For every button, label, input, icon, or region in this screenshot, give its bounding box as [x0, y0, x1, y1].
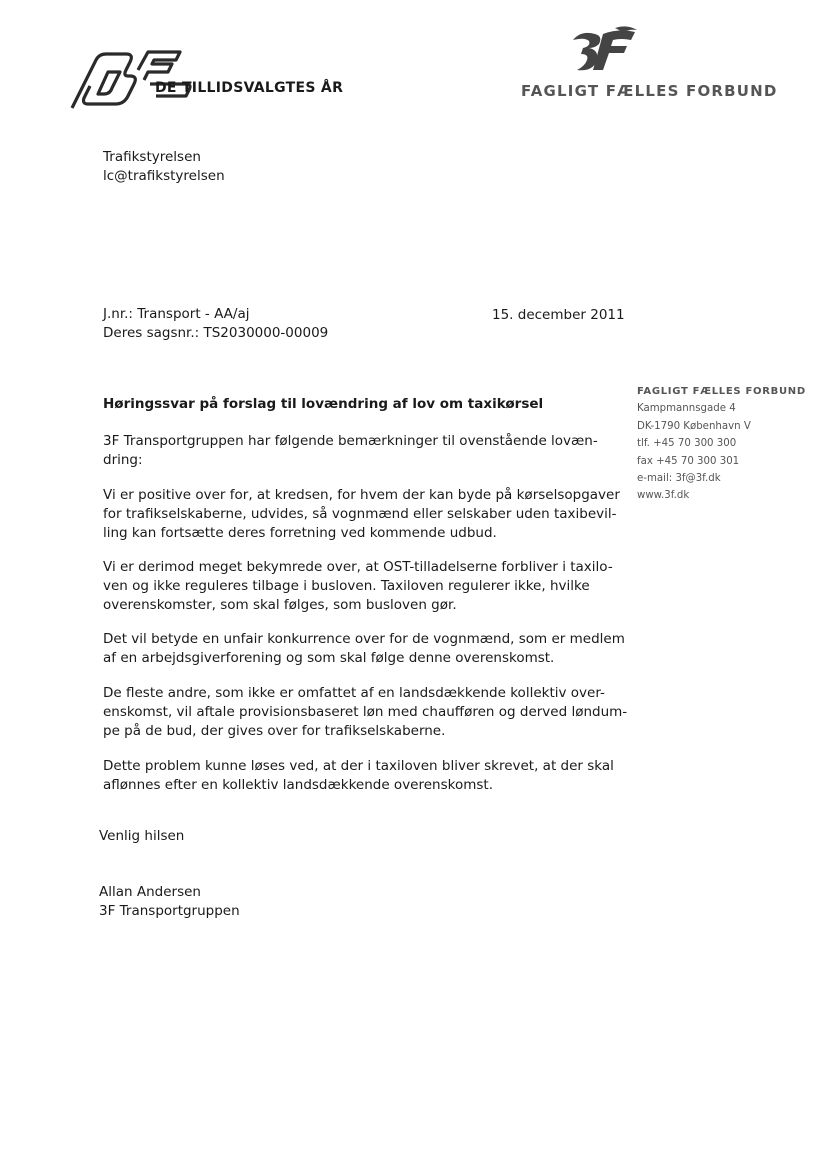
paragraph-line: af en arbejdsgiverforening og som skal følge denne overenskomst. [103, 650, 555, 666]
tillidsvalgtes-logo [68, 44, 344, 114]
3f-outline-logo-icon [68, 44, 193, 114]
right-logo-caption: FAGLIGT FÆLLES FORBUND [521, 82, 778, 100]
sender-email: e-mail: 3f@3f.dk [637, 473, 721, 485]
paragraph-line: overenskomster, som skal følges, som busloven gør. [103, 597, 457, 613]
3f-bird-logo-icon [569, 26, 639, 76]
paragraph-line: aflønnes efter en kollektiv landsdækkende overenskomst. [103, 777, 493, 793]
paragraph-4 [103, 630, 623, 668]
paragraph-line: Vi er derimod meget bekymrede over, at OST-tilladelserne forbliver i taxilo- [103, 559, 613, 575]
signer-group: 3F Transportgruppen [99, 903, 240, 919]
left-logo-caption: DE TILLIDSVALGTES ÅR [155, 80, 344, 96]
paragraph-line: dring: [103, 452, 143, 468]
reference-block [103, 305, 328, 343]
paragraph-line: De fleste andre, som ikke er omfattet af en landsdækkende kollektiv over- [103, 685, 605, 701]
sender-street: Kampmannsgade 4 [637, 403, 736, 415]
letter-date: 15. december 2011 [492, 307, 625, 323]
paragraph-1 [103, 432, 623, 470]
paragraph-3 [103, 558, 623, 615]
paragraph-line: Det vil betyde en unfair konkurrence over for de vognmænd, som er medlem [103, 631, 625, 647]
paragraph-line: 3F Transportgruppen har følgende bemærkninger til ovenstående lovæn- [103, 433, 598, 449]
sender-phone: tlf. +45 70 300 300 [637, 438, 737, 450]
paragraph-5 [103, 684, 628, 741]
paragraph-6 [103, 757, 623, 795]
paragraph-2 [103, 486, 623, 543]
recipient-name: Trafikstyrelsen [103, 149, 201, 165]
sender-address [637, 383, 806, 505]
sender-website: www.3f.dk [637, 490, 690, 502]
recipient-email: lc@trafikstyrelsen [103, 168, 225, 184]
paragraph-line: pe på de bud, der gives over for trafikselskaberne. [103, 723, 446, 739]
paragraph-line: for trafikselskaberne, udvides, så vognmænd eller selskaber uden taxibevil- [103, 506, 617, 522]
paragraph-line: Vi er positive over for, at kredsen, for hvem der kan byde på kørselsopgaver [103, 487, 620, 503]
paragraph-line: Dette problem kunne løses ved, at der i taxiloven bliver skrevet, at der skal [103, 758, 614, 774]
sender-city: DK-1790 København V [637, 420, 751, 432]
sender-org: FAGLIGT FÆLLES FORBUND [637, 386, 806, 397]
paragraph-line: ven og ikke reguleres tilbage i busloven. Taxiloven regulerer ikke, hvilke [103, 578, 590, 594]
letter-subject: Høringssvar på forslag til lovændring af lov om taxikørsel [103, 396, 544, 412]
journal-number: J.nr.: Transport - AA/aj [103, 306, 250, 322]
sender-fax: fax +45 70 300 301 [637, 455, 740, 467]
case-number: Deres sagsnr.: TS2030000-00009 [103, 325, 329, 341]
closing-greeting: Venlig hilsen [99, 828, 185, 844]
paragraph-line: enskomst, vil aftale provisionsbaseret løn med chaufføren og derved løndum- [103, 704, 628, 720]
signature-block [99, 883, 240, 921]
signer-name: Allan Andersen [99, 884, 201, 900]
paragraph-line: ling kan fortsætte deres forretning ved kommende udbud. [103, 525, 497, 541]
3f-logo [515, 26, 778, 106]
recipient-block [103, 148, 225, 186]
